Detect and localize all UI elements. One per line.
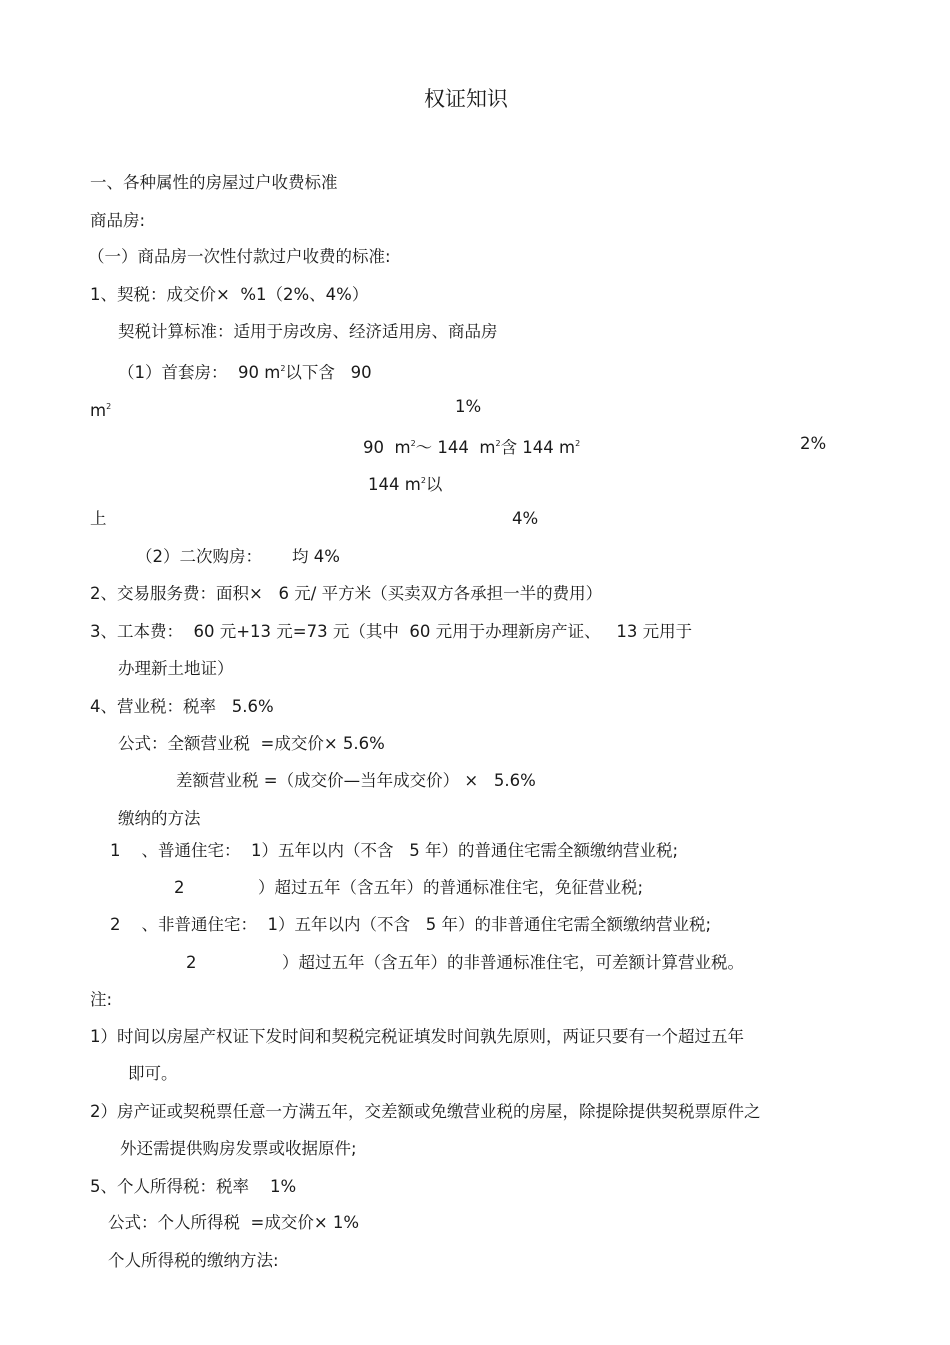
item-income-tax: 5、个人所得税：税率 1% [90,1177,297,1196]
note-2: 2）房产证或契税票任意一方满五年，交差额或免缴营业税的房屋，除提除提供契税票原件之 [90,1102,761,1121]
square-superscript: 2 [106,402,112,411]
unit-m-line [90,396,111,422]
subheading-commercial-housing: 商品房: [90,211,146,230]
square-superscript: 2 [410,439,416,448]
page-title: 权证知识 [424,87,508,111]
item-cost-fee-cont: 办理新土地证） [118,659,234,678]
ordinary-housing-rule-2: ）超过五年（含五年）的普通标准住宅，免征营业税; [258,878,644,897]
item-deed-tax: 1、契税：成交价× %1（2%、4%） [90,285,369,304]
range-start: 90 m [363,438,411,457]
ordinary-housing-rule-2-num: 2 [174,878,185,897]
range-including: 含 144 m [500,438,576,457]
section-heading: 一、各种属性的房屋过户收费标准 [90,173,338,192]
non-ordinary-housing-rule-2: ）超过五年（含五年）的非普通标准住宅，可差额计算营业税。 [282,953,744,972]
second-home-label: （2）二次购房： [136,547,262,566]
note-1-cont: 即可。 [128,1064,178,1083]
first-home-range-text: 以下含 90 [285,363,372,382]
square-superscript: 2 [495,439,501,448]
range-tilde: ～ 144 m [415,438,496,457]
non-ordinary-housing-rule-1: 2 、非普通住宅： 1）五年以内（不含 5 年）的非普通住宅需全额缴纳营业税; [110,915,712,934]
payment-method-heading: 缴纳的方法 [118,809,201,828]
first-home-line [118,358,372,384]
range-90-144-line [363,433,580,459]
formula-full-tax: 公式：全额营业税 =成交价× 5.6% [118,734,385,753]
non-ordinary-housing-rule-2-num: 2 [186,953,197,972]
range-above-suffix: 上 [90,509,107,528]
note-1: 1）时间以房屋产权证下发时间和契税完税证填发时间孰先原则，两证只要有一个超过五年 [90,1027,744,1046]
unit-m: m [90,401,107,420]
subheading-one-time-payment: （一）商品房一次性付款过户收费的标准: [88,247,391,266]
rate-1-percent: 1% [455,397,482,416]
ordinary-housing-rule-1: 1 、普通住宅： 1）五年以内（不含 5 年）的普通住宅需全额缴纳营业税; [110,841,679,860]
rate-4-percent: 4% [512,509,539,528]
note-heading: 注: [90,990,113,1009]
square-superscript: 2 [420,476,426,485]
square-superscript: 2 [280,364,286,373]
second-home-rate: 均 4% [292,547,340,566]
formula-diff-tax: 差额营业税 =（成交价—当年成交价） × 5.6% [176,771,536,790]
range-above-prefix: 以 [425,475,443,494]
range-144: 144 m [368,475,421,494]
square-superscript: 2 [575,439,581,448]
income-tax-payment-heading: 个人所得税的缴纳方法: [108,1251,279,1270]
range-above-144-line [368,470,442,496]
deed-tax-standard: 契税计算标准：适用于房改房、经济适用房、商品房 [118,322,498,341]
item-business-tax: 4、营业税：税率 5.6% [90,697,274,716]
item-transaction-fee: 2、交易服务费：面积× 6 元/ 平方米（买卖双方各承担一半的费用） [90,584,603,603]
rate-2-percent: 2% [800,434,827,453]
formula-income-tax: 公式：个人所得税 =成交价× 1% [108,1213,360,1232]
first-home-label: （1）首套房： 90 m [118,363,281,382]
item-cost-fee: 3、工本费： 60 元+13 元=73 元（其中 60 元用于办理新房产证、 13 元用于 [90,622,693,641]
note-2-cont: 外还需提供购房发票或收据原件; [120,1139,357,1158]
